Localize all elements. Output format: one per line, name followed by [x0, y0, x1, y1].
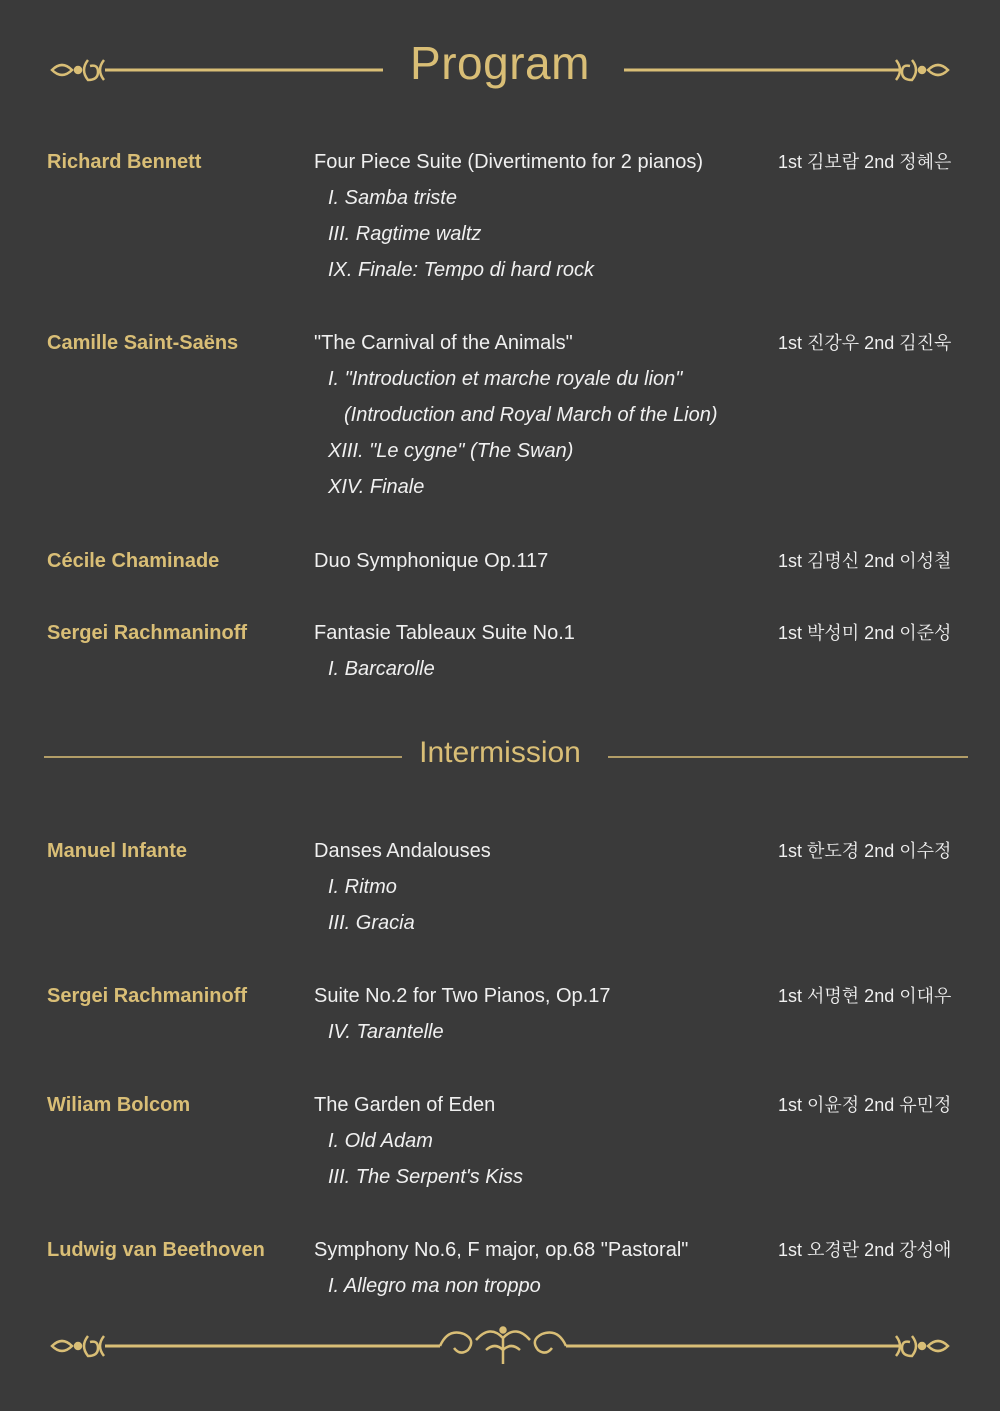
intermission-label: Intermission: [419, 736, 581, 769]
composer-name: Wiliam Bolcom: [47, 1094, 191, 1116]
performers: 1st 한도경 2nd 이수정: [778, 841, 952, 861]
work: [314, 543, 774, 579]
composer-name: Sergei Rachmaninoff: [47, 985, 248, 1007]
movement: XIV. Finale: [328, 476, 425, 498]
page-title: Program: [410, 37, 590, 89]
work-title: Danses Andalouses: [314, 840, 491, 862]
movement: I. Barcarolle: [328, 658, 435, 680]
movement: I. Ritmo: [328, 876, 397, 898]
performers: 1st 김명신 2nd 이성철: [778, 551, 952, 571]
work-title: Suite No.2 for Two Pianos, Op.17: [314, 985, 611, 1007]
movement: IV. Tarantelle: [328, 1021, 444, 1043]
movement: III. Gracia: [328, 912, 415, 934]
center-flourish-icon: [440, 1328, 566, 1365]
bottom-ornament: [0, 1320, 1000, 1370]
work-title: "The Carnival of the Animals": [314, 332, 573, 354]
composer-name: Cécile Chaminade: [47, 550, 220, 572]
performers: 1st 이윤정 2nd 유민정: [778, 1095, 952, 1115]
work-title: Fantasie Tableaux Suite No.1: [314, 622, 575, 644]
work: [314, 615, 774, 687]
composer-name: Ludwig van Beethoven: [47, 1239, 265, 1261]
work-title: Symphony No.6, F major, op.68 "Pastoral": [314, 1239, 689, 1261]
work: [314, 1087, 774, 1195]
performers: 1st 서명현 2nd 이대우: [778, 986, 952, 1006]
work: [314, 978, 774, 1050]
movement: I. Allegro ma non troppo: [328, 1275, 541, 1297]
right-scroll-icon: [896, 1336, 948, 1356]
work: [314, 144, 774, 288]
performers: 1st 오경란 2nd 강성애: [778, 1240, 952, 1260]
composer-name: Sergei Rachmaninoff: [47, 622, 248, 644]
composer-name: Camille Saint-Saëns: [47, 332, 239, 354]
work-title: The Garden of Eden: [314, 1094, 496, 1116]
movement: XIII. "Le cygne" (The Swan): [328, 440, 574, 462]
composer-name: Manuel Infante: [47, 840, 188, 862]
performers: 1st 김보람 2nd 정혜은: [778, 152, 952, 172]
movement: I. Samba triste: [328, 187, 457, 209]
work: [314, 833, 774, 941]
movement: I. "Introduction et marche royale du lion": [328, 368, 683, 390]
work: [314, 325, 774, 505]
movement: IX. Finale: Tempo di hard rock: [328, 259, 595, 281]
work-title: Duo Symphonique Op.117: [314, 550, 549, 572]
composer-name: Richard Bennett: [47, 151, 202, 173]
performers: 1st 박성미 2nd 이준성: [778, 623, 952, 643]
movement: (Introduction and Royal March of the Lion): [344, 404, 718, 426]
movement: I. Old Adam: [328, 1130, 433, 1152]
performers: 1st 진강우 2nd 김진욱: [778, 333, 952, 353]
left-scroll-icon: [52, 1336, 104, 1356]
work-title: Four Piece Suite (Divertimento for 2 pianos): [314, 151, 704, 173]
work: [314, 1232, 774, 1304]
movement: III. Ragtime waltz: [328, 223, 482, 245]
movement: III. The Serpent's Kiss: [328, 1166, 524, 1188]
